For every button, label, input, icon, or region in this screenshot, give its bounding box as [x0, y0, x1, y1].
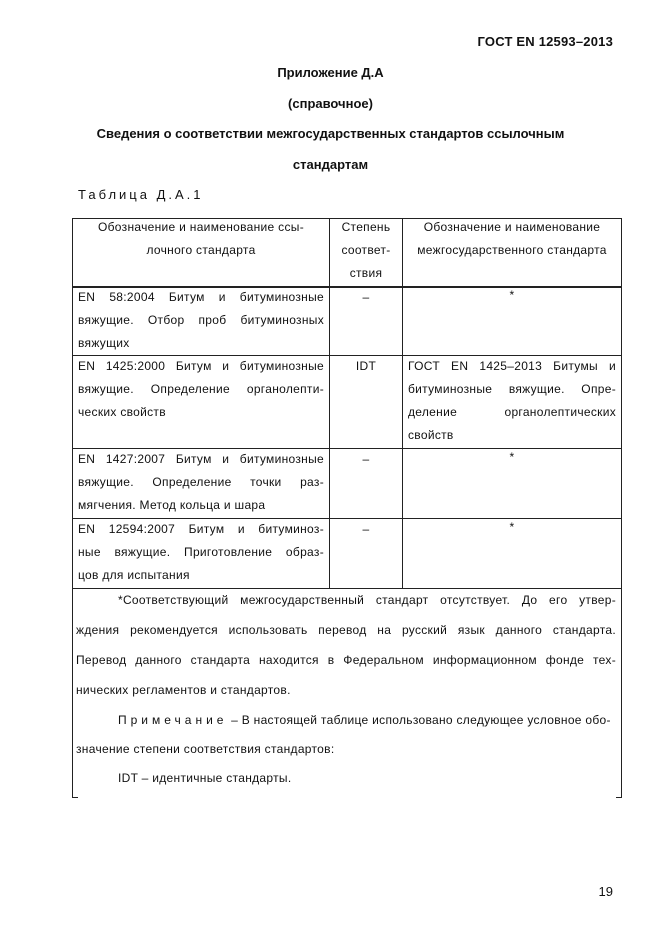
cell-line: цов для испытания	[78, 568, 190, 582]
cell-line: EN 1427:2007 Битум и битуминозные	[78, 452, 324, 466]
annex-kind: (справочное)	[288, 96, 373, 111]
header-reference-standard	[78, 216, 324, 262]
cell-line: деление органолептических	[408, 405, 616, 419]
header-text: межгосударственного стандарта	[417, 243, 607, 257]
cell-line: ческих свойств	[78, 405, 166, 419]
table-row-interstate-cell	[408, 355, 616, 447]
annex-heading-line-2: стандартам	[292, 157, 369, 172]
footnote-line: нических регламентов и стандартов.	[76, 683, 291, 697]
cell-line: EN 1425:2000 Битум и битуминозные	[78, 359, 324, 373]
note-line	[76, 706, 616, 735]
table-row-degree-cell: –	[362, 452, 370, 466]
header-text: Обозначение и наименование ссы-	[98, 220, 304, 234]
cell-line: вяжущие. Определение органолепти-	[78, 382, 324, 396]
standard-code: ГОСТ EN 12593–2013	[477, 34, 613, 49]
header-text: Обозначение и наименование	[423, 220, 601, 234]
correspondence-table	[72, 218, 622, 798]
page-number: 19	[598, 884, 613, 899]
header-interstate-standard	[404, 216, 620, 262]
footnote-line: Перевод данного стандарта находится в Федеральном информационном фонде тех-	[76, 653, 616, 667]
note-line: IDT – идентичные стандарты.	[118, 771, 292, 785]
table-row-degree-cell: –	[362, 290, 370, 304]
cell-line: вяжущие. Определение точки раз-	[78, 475, 324, 489]
cell-line: EN 12594:2007 Битум и битуминоз-	[78, 522, 324, 536]
footnote-line: *Соответствующий межгосударственный стандарт отсутствует. До его утвер-	[118, 593, 616, 607]
header-text: соответ-	[341, 243, 391, 257]
table-row-degree-cell: –	[362, 522, 370, 536]
note-text: – В настоящей таблице использовано следующее условное обо-	[227, 713, 611, 727]
table-row-interstate-cell: *	[509, 450, 515, 464]
cell-line: ные вяжущие. Приготовление образ-	[78, 545, 324, 559]
table-right-border	[621, 218, 622, 798]
note-label: Примечание	[118, 713, 228, 727]
annex-title: Приложение Д.А	[277, 65, 384, 80]
table-row-ref-cell	[78, 355, 324, 424]
header-text: ствия	[349, 266, 383, 280]
table-bottom-tick	[616, 797, 622, 798]
cell-line: вяжущие. Отбор проб битуминозных	[78, 313, 324, 327]
footnote-line: ждения рекомендуется использовать перевод на русский язык данного стандарта.	[76, 623, 616, 637]
cell-line: ГОСТ EN 1425–2013 Битумы и	[408, 359, 616, 373]
header-text: Степень	[341, 220, 391, 234]
note-line: значение степени соответствия стандартов:	[76, 742, 335, 756]
cell-line: свойств	[408, 428, 454, 442]
table-left-border	[72, 218, 73, 798]
table-note	[76, 706, 616, 793]
table-footnote	[76, 585, 616, 705]
table-label: Таблица Д.А.1	[78, 187, 204, 202]
table-row-degree-cell: IDT	[355, 359, 377, 373]
table-row-ref-cell	[78, 518, 324, 587]
header-text: лочного стандарта	[146, 243, 256, 257]
annex-heading-line-1: Сведения о соответствии межгосударственных стандартов ссылочным	[96, 126, 565, 141]
cell-line: битуминозные вяжущие. Опре-	[408, 382, 616, 396]
table-row-ref-cell	[78, 448, 324, 517]
cell-line: мягчения. Метод кольца и шара	[78, 498, 266, 512]
cell-line: вяжущих	[78, 336, 130, 350]
column-divider	[402, 218, 403, 588]
table-bottom-tick	[72, 797, 78, 798]
header-degree	[330, 216, 402, 285]
table-row-interstate-cell: *	[509, 288, 515, 302]
table-row-interstate-cell: *	[509, 520, 515, 534]
table-row-ref-cell	[78, 286, 324, 355]
cell-line: EN 58:2004 Битум и битуминозные	[78, 290, 324, 304]
